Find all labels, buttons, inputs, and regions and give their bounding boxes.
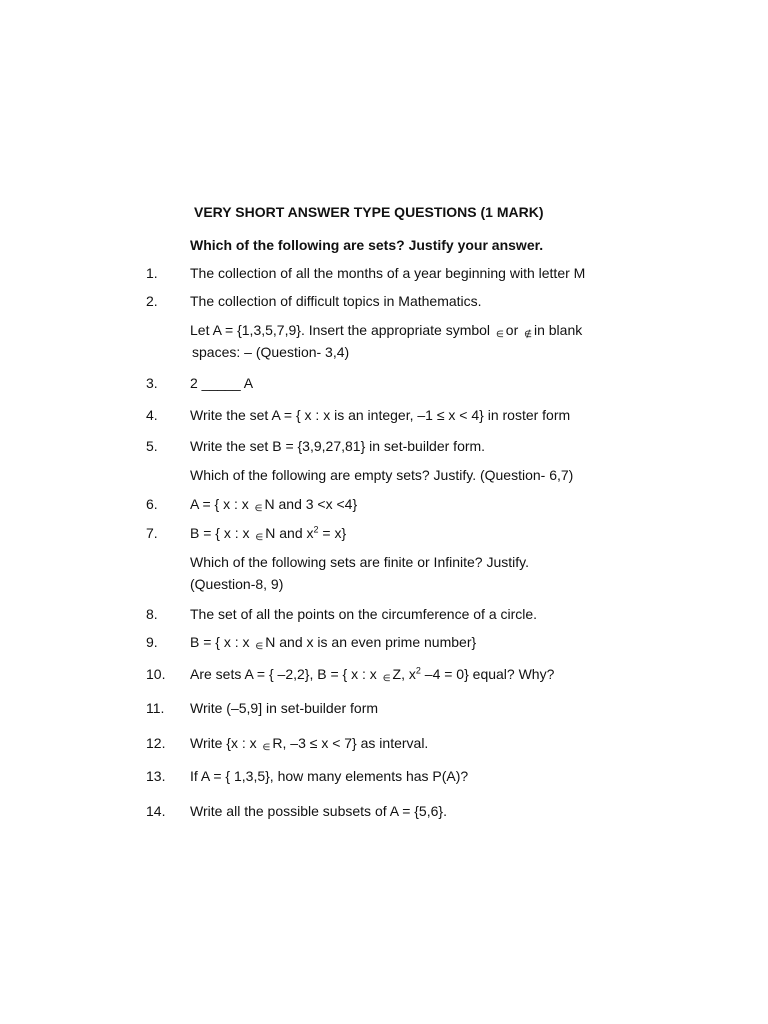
q12-number: 12. xyxy=(146,735,166,751)
intro-symbol-part1: Let A = {1,3,5,7,9}. Insert the appropriate symbol xyxy=(190,322,491,338)
q11-number: 11. xyxy=(146,700,165,716)
q14-text: Write all the possible subsets of A = {5,6}. xyxy=(190,803,447,819)
q6-part-a: A = { x : x xyxy=(190,496,249,512)
q10-exponent: 2 xyxy=(415,665,421,676)
q9-text xyxy=(190,633,476,655)
q7-exponent: 2 xyxy=(313,524,319,535)
element-of-symbol: ∈ xyxy=(255,532,264,542)
q11-text: Write (–5,9] in set-builder form xyxy=(190,700,379,716)
intro-finite-line2: (Question-8, 9) xyxy=(190,576,284,592)
q7-part-b: N and x xyxy=(265,525,314,541)
intro-finite-line1: Which of the following sets are finite or Infinite? Justify. xyxy=(190,554,530,570)
q9-part-a: B = { x : x xyxy=(190,634,250,650)
not-element-of-symbol: ∉ xyxy=(524,329,532,339)
q1-number: 1. xyxy=(146,265,158,281)
q7-part-a: B = { x : x xyxy=(190,525,250,541)
intro-symbol-part2: in blank xyxy=(533,322,583,338)
q12-text xyxy=(190,734,428,756)
q10-part-c: –4 = 0} equal? Why? xyxy=(420,666,555,682)
q12-part-b: R, –3 ≤ x < 7} as interval. xyxy=(272,735,429,751)
q6-text xyxy=(190,495,357,517)
q10-number: 10. xyxy=(146,666,166,682)
q12-part-a: Write {x : x xyxy=(190,735,257,751)
section-heading: VERY SHORT ANSWER TYPE QUESTIONS (1 MARK) xyxy=(194,204,544,220)
q7-number: 7. xyxy=(146,525,158,541)
element-of-symbol: ∈ xyxy=(262,742,271,752)
q9-number: 9. xyxy=(146,634,158,650)
intro-symbol-or: or xyxy=(505,322,519,338)
intro-symbol-line1 xyxy=(190,321,582,343)
element-of-symbol: ∈ xyxy=(495,329,504,339)
element-of-symbol: ∈ xyxy=(255,641,264,651)
q10-text xyxy=(190,665,554,687)
q14-number: 14. xyxy=(146,803,166,819)
q4-text: Write the set A = { x : x is an integer, –1 ≤ x < 4} in roster form xyxy=(190,407,571,423)
q7-text xyxy=(190,524,346,546)
q8-number: 8. xyxy=(146,606,158,622)
q5-number: 5. xyxy=(146,438,158,454)
intro-symbol-line2: spaces: – (Question- 3,4) xyxy=(192,344,350,360)
q3-text: 2 _____ A xyxy=(190,375,254,391)
q4-number: 4. xyxy=(146,407,158,423)
q9-part-b: N and x is an even prime number} xyxy=(265,634,477,650)
element-of-symbol: ∈ xyxy=(254,503,263,513)
q10-part-b: Z, x xyxy=(392,666,416,682)
element-of-symbol: ∈ xyxy=(382,673,391,683)
q2-text: The collection of difficult topics in Mathematics. xyxy=(190,293,482,309)
q13-number: 13. xyxy=(146,768,166,784)
q3-number: 3. xyxy=(146,375,158,391)
q5-text: Write the set B = {3,9,27,81} in set-builder form. xyxy=(190,438,486,454)
q8-text: The set of all the points on the circumference of a circle. xyxy=(190,606,538,622)
q13-text: If A = { 1,3,5}, how many elements has P(A)? xyxy=(190,768,469,784)
q7-part-c: = x} xyxy=(318,525,347,541)
q1-text: The collection of all the months of a year beginning with letter M xyxy=(190,265,586,281)
q2-number: 2. xyxy=(146,293,158,309)
q6-part-b: N and 3 <x <4} xyxy=(264,496,358,512)
intro-empty-sets: Which of the following are empty sets? Justify. (Question- 6,7) xyxy=(190,467,574,483)
intro-sets-instruction: Which of the following are sets? Justify your answer. xyxy=(190,237,544,253)
q10-part-a: Are sets A = { –2,2}, B = { x : x xyxy=(190,666,377,682)
q6-number: 6. xyxy=(146,496,158,512)
